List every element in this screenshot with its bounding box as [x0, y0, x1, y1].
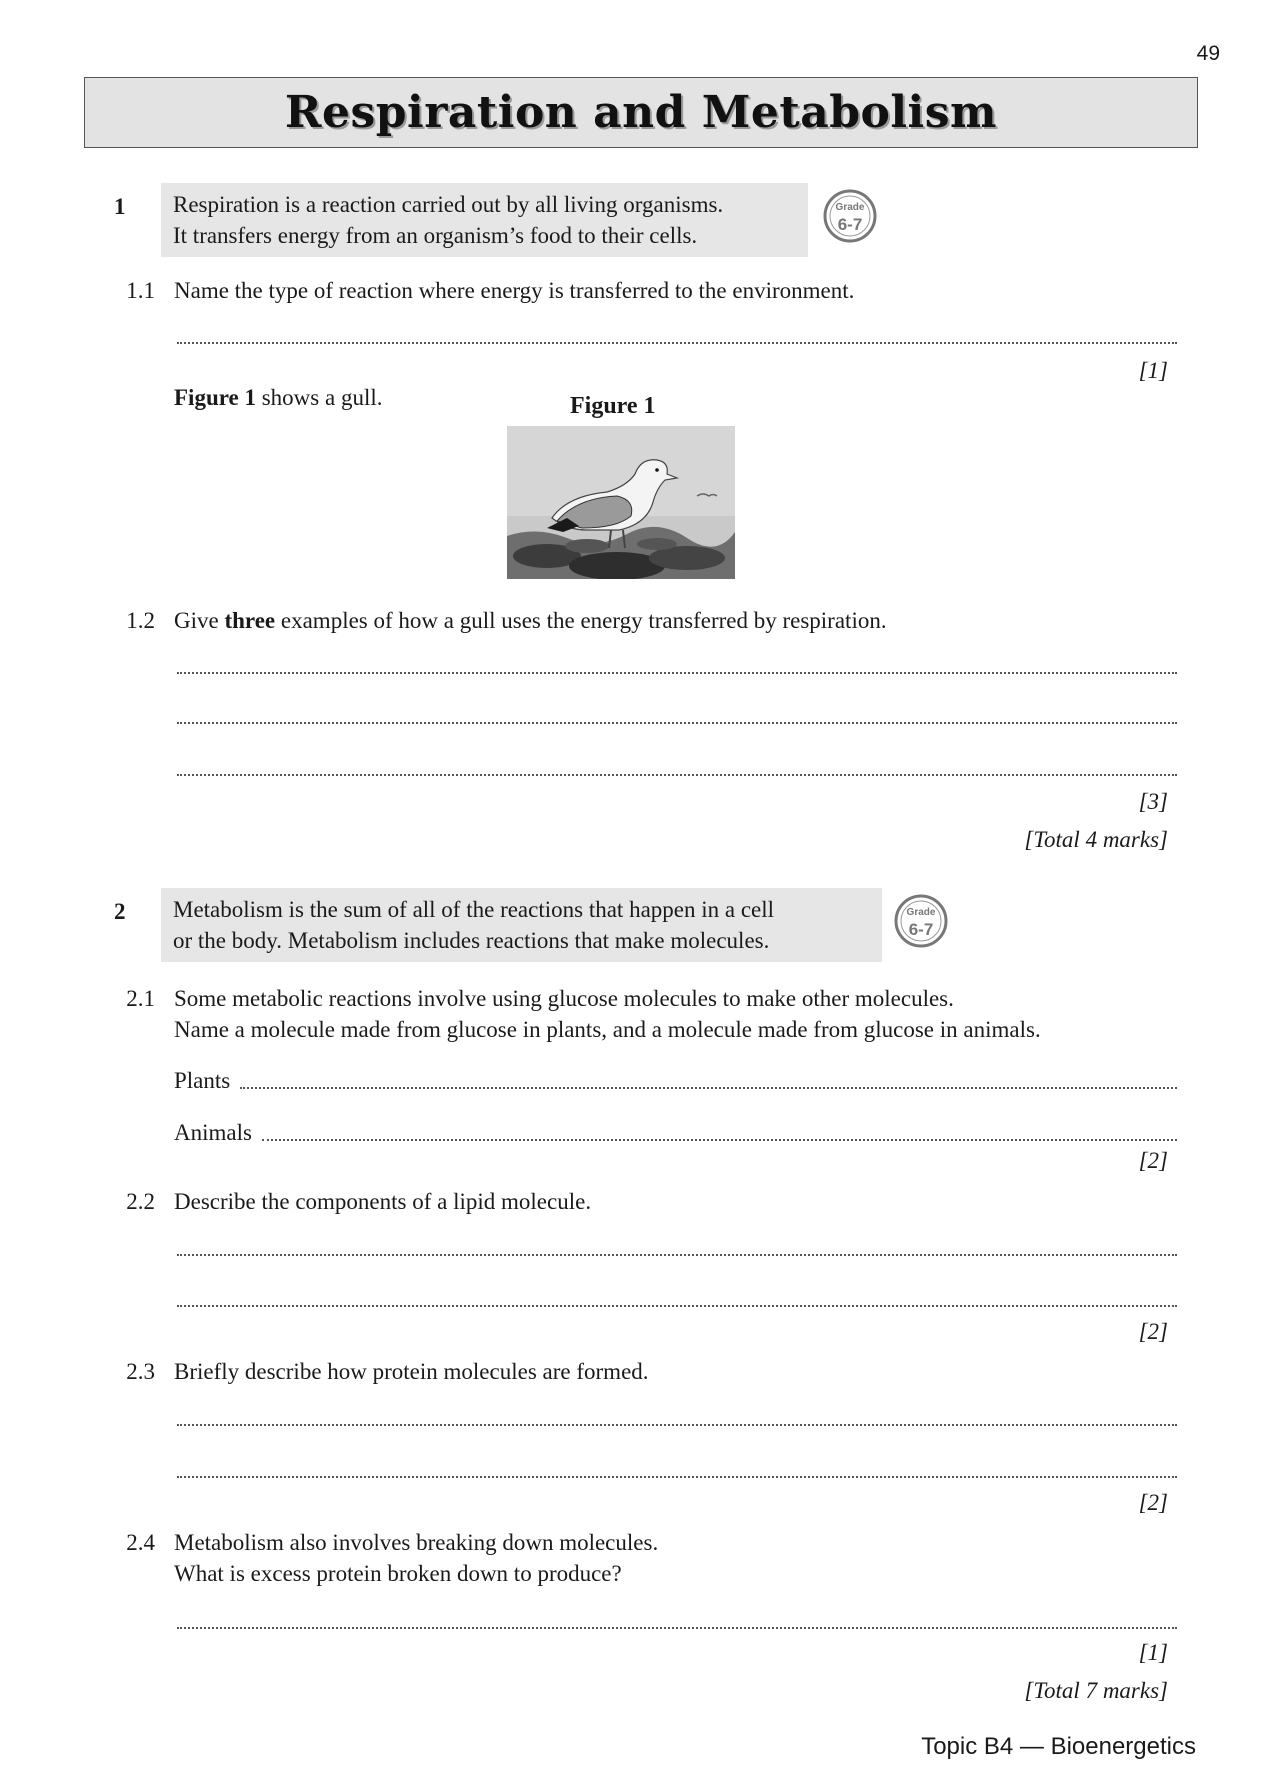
q2-3-number: 2.3: [126, 1359, 155, 1384]
q2-1-mark: [2]: [1138, 1148, 1168, 1173]
plants-label: Plants: [174, 1068, 231, 1093]
footer-topic: Topic B4 — Bioenergetics: [921, 1733, 1196, 1760]
q2-2-text: Describe the components of a lipid molecule.: [174, 1189, 592, 1214]
q1-2-text-bold: three: [224, 608, 276, 633]
answer-line[interactable]: [177, 1474, 1177, 1478]
answer-line[interactable]: [177, 1625, 1177, 1629]
question-1-intro-line2: It transfers energy from an organism’s food to their cells.: [173, 223, 698, 248]
q2-total-marks: [Total 7 marks]: [1024, 1678, 1168, 1703]
q2-3-text: Briefly describe how protein molecules are formed.: [174, 1359, 649, 1384]
q1-2-text-post: examples of how a gull uses the energy transferred by respiration.: [275, 608, 887, 633]
answer-line[interactable]: [177, 1252, 1177, 1256]
q2-2-mark: [2]: [1138, 1319, 1168, 1344]
q1-1-number: 1.1: [126, 278, 155, 303]
q2-4-text: [174, 1527, 658, 1589]
plants-answer-row: [174, 1065, 1177, 1096]
answer-line[interactable]: [177, 1422, 1177, 1426]
question-1-number: 1: [114, 194, 126, 219]
answer-line[interactable]: [177, 772, 1177, 776]
q2-1-text: [174, 983, 1041, 1045]
animals-label: Animals: [174, 1120, 252, 1145]
question-2-intro-line2: or the body. Metabolism includes reactions that make molecules.: [173, 928, 770, 953]
grade-badge-label: Grade: [835, 202, 865, 213]
q1-1-mark: [1]: [1138, 358, 1168, 383]
question-2-intro: [161, 888, 882, 962]
page-title: Respiration and Metabolism: [284, 87, 998, 138]
q2-3-mark: [2]: [1138, 1490, 1168, 1515]
q1-2-number: 1.2: [126, 608, 155, 633]
animals-answer-line[interactable]: [262, 1139, 1177, 1141]
q2-1-line1: Some metabolic reactions involve using glucose molecules to make other molecules.: [174, 986, 954, 1011]
figure-reference-bold: Figure 1: [174, 385, 256, 410]
answer-line[interactable]: [177, 720, 1177, 724]
grade-badge-icon: [893, 893, 949, 949]
q2-4-number: 2.4: [126, 1530, 155, 1555]
grade-badge-value: 6-7: [837, 215, 863, 234]
plants-answer-line[interactable]: [240, 1087, 1177, 1089]
q2-1-line2: Name a molecule made from glucose in plants, and a molecule made from glucose in animals.: [174, 1017, 1041, 1042]
question-2-number: 2: [114, 899, 126, 924]
figure-reference-rest: shows a gull.: [255, 385, 383, 410]
animals-answer-row: [174, 1117, 1177, 1148]
q1-2-text-pre: Give: [174, 608, 225, 633]
q1-total-marks: [Total 4 marks]: [1024, 827, 1168, 852]
grade-badge-label: Grade: [906, 907, 936, 918]
gull-figure-image: [507, 426, 735, 579]
answer-line[interactable]: [177, 1303, 1177, 1307]
title-banner: [84, 77, 1198, 148]
question-1-intro-line1: Respiration is a reaction carried out by all living organisms.: [173, 192, 724, 217]
q1-2-mark: [3]: [1138, 789, 1168, 814]
q2-4-line2: What is excess protein broken down to produce?: [174, 1561, 622, 1586]
q2-4-line1: Metabolism also involves breaking down molecules.: [174, 1530, 659, 1555]
grade-badge-icon: [822, 188, 878, 244]
q1-1-text: Name the type of reaction where energy is transferred to the environment.: [174, 278, 855, 303]
q2-4-mark: [1]: [1138, 1640, 1168, 1665]
figure-reference: [174, 382, 382, 413]
question-2-intro-line1: Metabolism is the sum of all of the reactions that happen in a cell: [173, 897, 775, 922]
q1-2-text: [174, 605, 887, 636]
answer-line[interactable]: [177, 670, 1177, 674]
answer-line[interactable]: [177, 340, 1177, 344]
q2-2-number: 2.2: [126, 1189, 155, 1214]
grade-badge-value: 6-7: [908, 920, 934, 939]
question-1-intro: [161, 183, 808, 257]
q2-1-number: 2.1: [126, 986, 155, 1011]
figure-caption: Figure 1: [570, 393, 656, 419]
page-number: 49: [1196, 42, 1220, 65]
